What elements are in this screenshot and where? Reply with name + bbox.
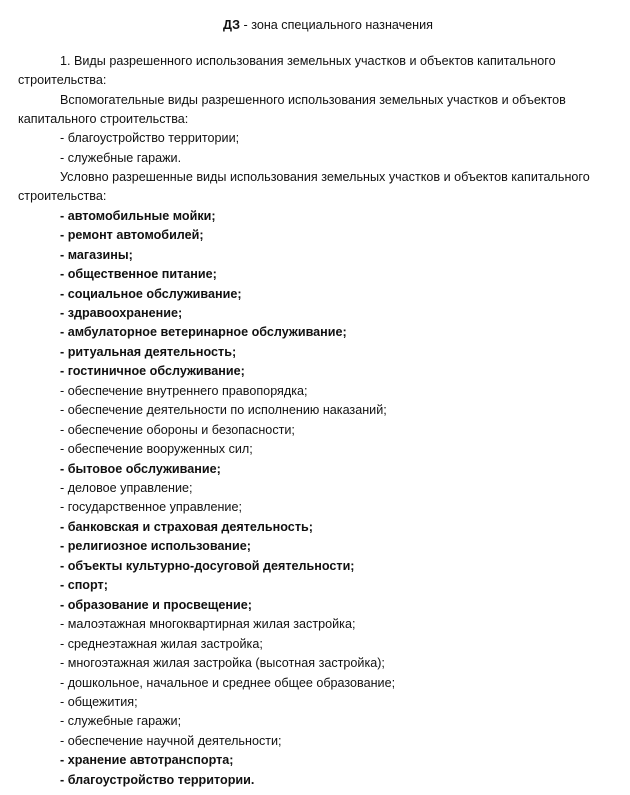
list-item: - благоустройство территории. <box>60 772 255 787</box>
list-item: - магазины; <box>60 247 133 262</box>
section-heading: 1. Виды разрешенного использования земельных участков и объектов капитального строительства: <box>18 54 556 88</box>
list-item: - служебные гаражи. <box>60 150 182 165</box>
list-item: - амбулаторное ветеринарное обслуживание; <box>60 325 347 340</box>
list-item: - образование и просвещение; <box>60 597 252 612</box>
list-item: - обеспечение научной деятельности; <box>60 733 282 748</box>
list-item: - спорт; <box>60 578 108 593</box>
list-item: - государственное управление; <box>60 500 242 515</box>
list-item: - общежития; <box>60 695 138 710</box>
list-item: - малоэтажная многоквартирная жилая застройка; <box>60 617 356 632</box>
list-item: - здравоохранение; <box>60 305 183 320</box>
list-item: - служебные гаражи; <box>60 714 182 729</box>
auxiliary-uses-heading: Вспомогательные виды разрешенного использования земельных участков и объектов капитального строительства: <box>18 92 566 126</box>
list-item: - многоэтажная жилая застройка (высотная застройка); <box>60 656 385 671</box>
list-item: - хранение автотранспорта; <box>60 753 234 768</box>
list-item: - религиозное использование; <box>60 539 251 554</box>
document-title <box>18 15 624 35</box>
list-item: - среднеэтажная жилая застройка; <box>60 636 263 651</box>
list-item: - обеспечение вооруженных сил; <box>60 442 253 457</box>
list-item: - обеспечение внутреннего правопорядка; <box>60 383 308 398</box>
conditional-uses-list <box>18 207 624 791</box>
list-item: - общественное питание; <box>60 267 217 282</box>
list-item: - банковская и страховая деятельность; <box>60 519 313 534</box>
list-item: - ремонт автомобилей; <box>60 228 204 243</box>
auxiliary-uses-list <box>18 129 624 168</box>
list-item: - автомобильные мойки; <box>60 208 216 223</box>
zone-code: ДЗ <box>222 18 240 32</box>
list-item: - обеспечение обороны и безопасности; <box>60 422 295 437</box>
zone-name: - зона специального назначения <box>240 18 433 32</box>
list-item: - дошкольное, начальное и среднее общее образование; <box>60 675 396 690</box>
list-item: - бытовое обслуживание; <box>60 461 221 476</box>
conditional-uses-heading: Условно разрешенные виды использования земельных участков и объектов капитального строительства: <box>18 170 590 204</box>
list-item: - объекты культурно-досуговой деятельности; <box>60 558 355 573</box>
list-item: - благоустройство территории; <box>60 131 240 146</box>
list-item: - социальное обслуживание; <box>60 286 242 301</box>
list-item: - ритуальная деятельность; <box>60 344 237 359</box>
list-item: - обеспечение деятельности по исполнению наказаний; <box>60 403 387 418</box>
list-item: - деловое управление; <box>60 481 193 496</box>
list-item: - гостиничное обслуживание; <box>60 364 245 379</box>
